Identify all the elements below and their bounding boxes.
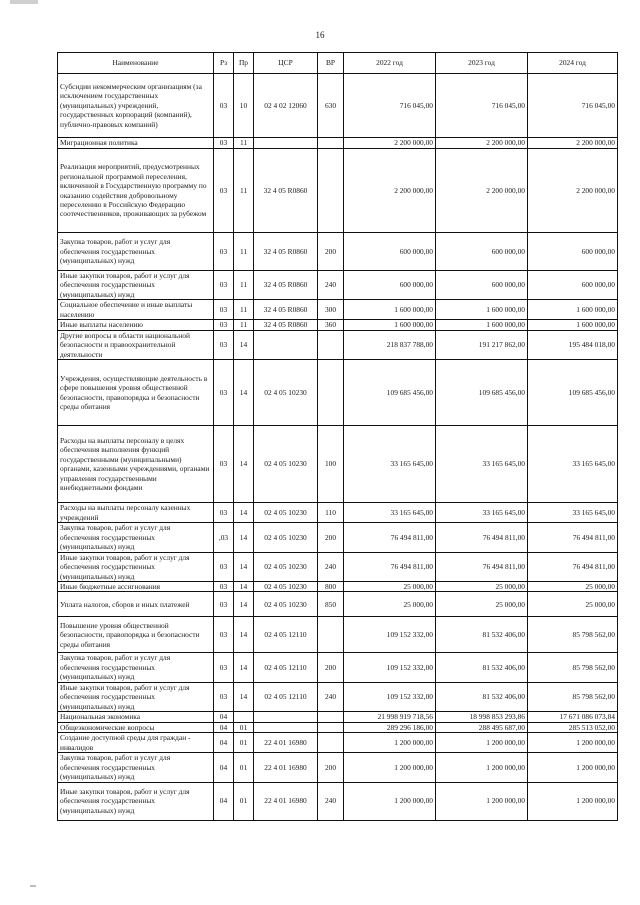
row-2023: 600 000,00: [436, 271, 528, 300]
row-rz: 03: [214, 320, 234, 330]
row-pr: 14: [234, 503, 254, 523]
row-2023: 76 494 811,00: [436, 523, 528, 552]
row-2023: 1 600 000,00: [436, 320, 528, 330]
row-2023: 288 495 687,00: [436, 722, 528, 732]
row-rz: 03: [214, 149, 234, 233]
row-name: Иные закупки товаров, работ и услуг для обеспечения государственных (муниципальных) нужд: [58, 271, 214, 300]
row-pr: 11: [234, 138, 254, 149]
table-row: [58, 653, 618, 682]
row-2024: 85 798 562,00: [528, 653, 618, 682]
row-2022: 1 200 000,00: [344, 753, 436, 782]
row-rz: 03: [214, 552, 234, 581]
table-row: [58, 523, 618, 552]
row-csr: 02 4 05 12110: [254, 653, 318, 682]
table-row: [58, 503, 618, 523]
table-row: [58, 74, 618, 138]
row-name: Миграционная политика: [58, 138, 214, 149]
row-vr: 110: [318, 503, 344, 523]
row-pr: 10: [234, 74, 254, 138]
row-2023: 191 217 862,00: [436, 330, 528, 359]
budget-table: [57, 52, 618, 821]
row-name: Учреждения, осуществляющие деятельность в сфере повышения уровня общественной безопасности, правопорядка и безопасности среды обитания: [58, 360, 214, 426]
row-2022: 2 200 000,00: [344, 149, 436, 233]
row-2023: 716 045,00: [436, 74, 528, 138]
row-rz: 04: [214, 782, 234, 820]
row-csr: 02 4 02 12060: [254, 74, 318, 138]
table-row: [58, 149, 618, 233]
row-name: Расходы на выплаты персоналу казенных учреждений: [58, 503, 214, 523]
row-vr: [318, 722, 344, 732]
row-rz: 03: [214, 617, 234, 653]
row-csr: 32 4 05 R0860: [254, 149, 318, 233]
row-2024: 2 200 000,00: [528, 138, 618, 149]
row-2023: 109 685 456,00: [436, 360, 528, 426]
row-2022: 1 200 000,00: [344, 782, 436, 820]
row-name: Общеэкономические вопросы: [58, 722, 214, 732]
row-2024: 1 200 000,00: [528, 753, 618, 782]
row-rz: 04: [214, 753, 234, 782]
table-row: [58, 426, 618, 503]
row-2023: 81 532 406,00: [436, 653, 528, 682]
row-2023: 1 200 000,00: [436, 733, 528, 753]
row-2022: 33 165 645,00: [344, 503, 436, 523]
table-row: [58, 682, 618, 711]
row-vr: 100: [318, 426, 344, 503]
row-name: Национальная экономика: [58, 712, 214, 722]
row-pr: 14: [234, 330, 254, 359]
row-rz: 03: [214, 653, 234, 682]
row-csr: 02 4 05 12110: [254, 682, 318, 711]
row-csr: 02 4 05 12110: [254, 617, 318, 653]
row-vr: [318, 617, 344, 653]
row-2024: 25 000,00: [528, 581, 618, 591]
row-csr: 22 4 01 16980: [254, 753, 318, 782]
row-csr: 02 4 05 10230: [254, 552, 318, 581]
row-name: Создание доступной среды для граждан - инвалидов: [58, 733, 214, 753]
row-vr: 850: [318, 592, 344, 617]
row-2024: 85 798 562,00: [528, 617, 618, 653]
row-csr: 32 4 05 R0860: [254, 320, 318, 330]
row-2023: 81 532 406,00: [436, 682, 528, 711]
row-name: Реализация мероприятий, предусмотренных региональной программой переселения, включенной в Государственную программу по оказанию содействия добровольному переселению в Российскую Федерацию соотечественников, проживающих за рубежом: [58, 149, 214, 233]
row-vr: [318, 138, 344, 149]
header-2023: 2023 год: [436, 53, 528, 74]
header-vr: ВР: [318, 53, 344, 74]
row-pr: 14: [234, 682, 254, 711]
row-2023: 600 000,00: [436, 233, 528, 271]
row-2022: 109 685 456,00: [344, 360, 436, 426]
row-pr: 11: [234, 320, 254, 330]
row-vr: 240: [318, 782, 344, 820]
header-name: Наименование: [58, 53, 214, 74]
header-csr: ЦСР: [254, 53, 318, 74]
row-rz: 03: [214, 330, 234, 359]
row-2024: 85 798 562,00: [528, 682, 618, 711]
row-vr: 360: [318, 320, 344, 330]
row-vr: 200: [318, 753, 344, 782]
row-csr: 02 4 05 10230: [254, 523, 318, 552]
row-2022: 25 000,00: [344, 581, 436, 591]
table-row: [58, 360, 618, 426]
header-2022: 2022 год: [344, 53, 436, 74]
row-name: Иные бюджетные ассигнования: [58, 581, 214, 591]
table-row: [58, 138, 618, 149]
row-2024: 109 685 456,00: [528, 360, 618, 426]
table-row: [58, 330, 618, 359]
row-2022: 109 152 332,00: [344, 617, 436, 653]
row-rz: 03: [214, 233, 234, 271]
row-2023: 25 000,00: [436, 581, 528, 591]
row-csr: [254, 138, 318, 149]
row-2022: 600 000,00: [344, 271, 436, 300]
row-2023: 1 200 000,00: [436, 782, 528, 820]
row-pr: 11: [234, 271, 254, 300]
row-2023: 1 200 000,00: [436, 753, 528, 782]
row-pr: 14: [234, 653, 254, 682]
row-vr: 300: [318, 300, 344, 320]
row-csr: 02 4 05 10230: [254, 592, 318, 617]
row-pr: 01: [234, 733, 254, 753]
row-pr: 01: [234, 753, 254, 782]
row-2022: 1 200 000,00: [344, 733, 436, 753]
row-pr: 01: [234, 782, 254, 820]
row-csr: 32 4 05 R0860: [254, 300, 318, 320]
row-csr: 02 4 05 10230: [254, 503, 318, 523]
row-2024: 76 494 811,00: [528, 552, 618, 581]
row-name: Иные выплаты населению: [58, 320, 214, 330]
table-row: [58, 753, 618, 782]
header-2024: 2024 год: [528, 53, 618, 74]
row-name: Социальное обеспечение и иные выплаты населению: [58, 300, 214, 320]
row-vr: [318, 330, 344, 359]
row-rz: 03: [214, 360, 234, 426]
table-row: [58, 552, 618, 581]
row-2022: 109 152 332,00: [344, 682, 436, 711]
row-vr: 240: [318, 552, 344, 581]
table-row: [58, 592, 618, 617]
row-2022: 716 045,00: [344, 74, 436, 138]
table-row: [58, 233, 618, 271]
row-2023: 33 165 645,00: [436, 503, 528, 523]
row-name: Другие вопросы в области национальной безопасности и правоохранительной деятельности: [58, 330, 214, 359]
table-row: [58, 712, 618, 722]
row-2022: 109 152 332,00: [344, 653, 436, 682]
table-row: [58, 617, 618, 653]
row-2024: 33 165 645,00: [528, 503, 618, 523]
row-rz: ,03: [214, 523, 234, 552]
row-csr: 02 4 05 10230: [254, 426, 318, 503]
row-2023: 2 200 000,00: [436, 149, 528, 233]
row-name: Закупка товаров, работ и услуг для обеспечения государственных (муниципальных) нужд: [58, 653, 214, 682]
row-vr: 240: [318, 271, 344, 300]
row-2024: 600 000,00: [528, 233, 618, 271]
scan-artifact-top: [10, 0, 38, 4]
row-rz: 04: [214, 722, 234, 732]
row-2022: 76 494 811,00: [344, 523, 436, 552]
row-rz: 03: [214, 300, 234, 320]
row-rz: 03: [214, 271, 234, 300]
row-name: Повышение уровня общественной безопасности, правопорядка и безопасности среды обитания: [58, 617, 214, 653]
row-name: Иные закупки товаров, работ и услуг для обеспечения государственных (муниципальных) нужд: [58, 552, 214, 581]
row-vr: 200: [318, 523, 344, 552]
row-vr: 630: [318, 74, 344, 138]
row-2022: 21 998 919 718,56: [344, 712, 436, 722]
row-2022: 25 000,00: [344, 592, 436, 617]
row-pr: 14: [234, 360, 254, 426]
row-2023: 18 998 853 293,86: [436, 712, 528, 722]
row-2023: 81 532 406,00: [436, 617, 528, 653]
table-row: [58, 271, 618, 300]
row-vr: 240: [318, 682, 344, 711]
row-2022: 76 494 811,00: [344, 552, 436, 581]
header-rz: Рз: [214, 53, 234, 74]
row-csr: 22 4 01 16980: [254, 733, 318, 753]
row-2024: 716 045,00: [528, 74, 618, 138]
row-csr: [254, 712, 318, 722]
row-rz: 03: [214, 74, 234, 138]
row-name: Закупка товаров, работ и услуг для обеспечения государственных (муниципальных) нужд: [58, 523, 214, 552]
table-header-row: [58, 53, 618, 74]
row-2024: 600 000,00: [528, 271, 618, 300]
row-pr: 14: [234, 592, 254, 617]
table-row: [58, 320, 618, 330]
row-csr: [254, 722, 318, 732]
row-pr: 14: [234, 581, 254, 591]
row-2024: 1 600 000,00: [528, 300, 618, 320]
row-2022: 1 600 000,00: [344, 300, 436, 320]
table-row: [58, 782, 618, 820]
row-2023: 76 494 811,00: [436, 552, 528, 581]
row-2024: 285 513 052,00: [528, 722, 618, 732]
row-2024: 25 000,00: [528, 592, 618, 617]
row-csr: [254, 330, 318, 359]
row-2022: 289 296 186,00: [344, 722, 436, 732]
row-name: Субсидии некоммерческим организациям (за исключением государственных (муниципальных) учреждений, государственных корпораций (компаний), публично-правовых компаний): [58, 74, 214, 138]
row-vr: [318, 149, 344, 233]
row-csr: 02 4 05 10230: [254, 581, 318, 591]
row-2022: 33 165 645,00: [344, 426, 436, 503]
row-2024: 76 494 811,00: [528, 523, 618, 552]
row-csr: 02 4 05 10230: [254, 360, 318, 426]
row-2022: 1 600 000,00: [344, 320, 436, 330]
row-rz: 03: [214, 581, 234, 591]
row-2023: 1 600 000,00: [436, 300, 528, 320]
row-pr: 14: [234, 552, 254, 581]
row-rz: 04: [214, 712, 234, 722]
row-2024: 17 671 086 073,84: [528, 712, 618, 722]
header-pr: Пр: [234, 53, 254, 74]
row-vr: [318, 733, 344, 753]
row-rz: 03: [214, 592, 234, 617]
row-name: Расходы на выплаты персоналу в целях обеспечения выполнения функций государственными (муниципальными) органами, казенными учреждениями, органами управления государственными внебюджетными фондами: [58, 426, 214, 503]
row-pr: 14: [234, 617, 254, 653]
row-2022: 218 837 788,00: [344, 330, 436, 359]
row-2024: 33 165 645,00: [528, 426, 618, 503]
row-vr: 800: [318, 581, 344, 591]
row-pr: 11: [234, 233, 254, 271]
table-row: [58, 722, 618, 732]
scan-artifact-bottom: [30, 885, 36, 887]
row-vr: [318, 360, 344, 426]
row-2024: 1 200 000,00: [528, 782, 618, 820]
row-csr: 22 4 01 16980: [254, 782, 318, 820]
row-rz: 04: [214, 733, 234, 753]
row-pr: 01: [234, 722, 254, 732]
table-row: [58, 733, 618, 753]
table-row: [58, 581, 618, 591]
row-rz: 03: [214, 503, 234, 523]
row-csr: 32 4 05 R0860: [254, 233, 318, 271]
row-name: Уплата налогов, сборов и иных платежей: [58, 592, 214, 617]
row-2024: 195 484 018,00: [528, 330, 618, 359]
row-pr: [234, 712, 254, 722]
row-2022: 2 200 000,00: [344, 138, 436, 149]
row-pr: 11: [234, 149, 254, 233]
row-name: Закупка товаров, работ и услуг для обеспечения государственных (муниципальных) нужд: [58, 233, 214, 271]
page-number: 16: [315, 30, 325, 40]
row-name: Иные закупки товаров, работ и услуг для обеспечения государственных (муниципальных) нужд: [58, 682, 214, 711]
row-vr: 200: [318, 233, 344, 271]
row-name: Иные закупки товаров, работ и услуг для обеспечения государственных (муниципальных) нужд: [58, 782, 214, 820]
row-2023: 25 000,00: [436, 592, 528, 617]
row-2024: 1 200 000,00: [528, 733, 618, 753]
row-2024: 1 600 000,00: [528, 320, 618, 330]
row-csr: 32 4 05 R0860: [254, 271, 318, 300]
row-2023: 2 200 000,00: [436, 138, 528, 149]
row-vr: [318, 712, 344, 722]
row-2024: 2 200 000,00: [528, 149, 618, 233]
table-row: [58, 300, 618, 320]
row-pr: 14: [234, 523, 254, 552]
row-rz: 03: [214, 138, 234, 149]
row-2022: 600 000,00: [344, 233, 436, 271]
row-pr: 14: [234, 426, 254, 503]
row-rz: 03: [214, 426, 234, 503]
row-name: Закупка товаров, работ и услуг для обеспечения государственных (муниципальных) нужд: [58, 753, 214, 782]
row-2023: 33 165 645,00: [436, 426, 528, 503]
row-rz: 03: [214, 682, 234, 711]
row-vr: 200: [318, 653, 344, 682]
row-pr: 11: [234, 300, 254, 320]
